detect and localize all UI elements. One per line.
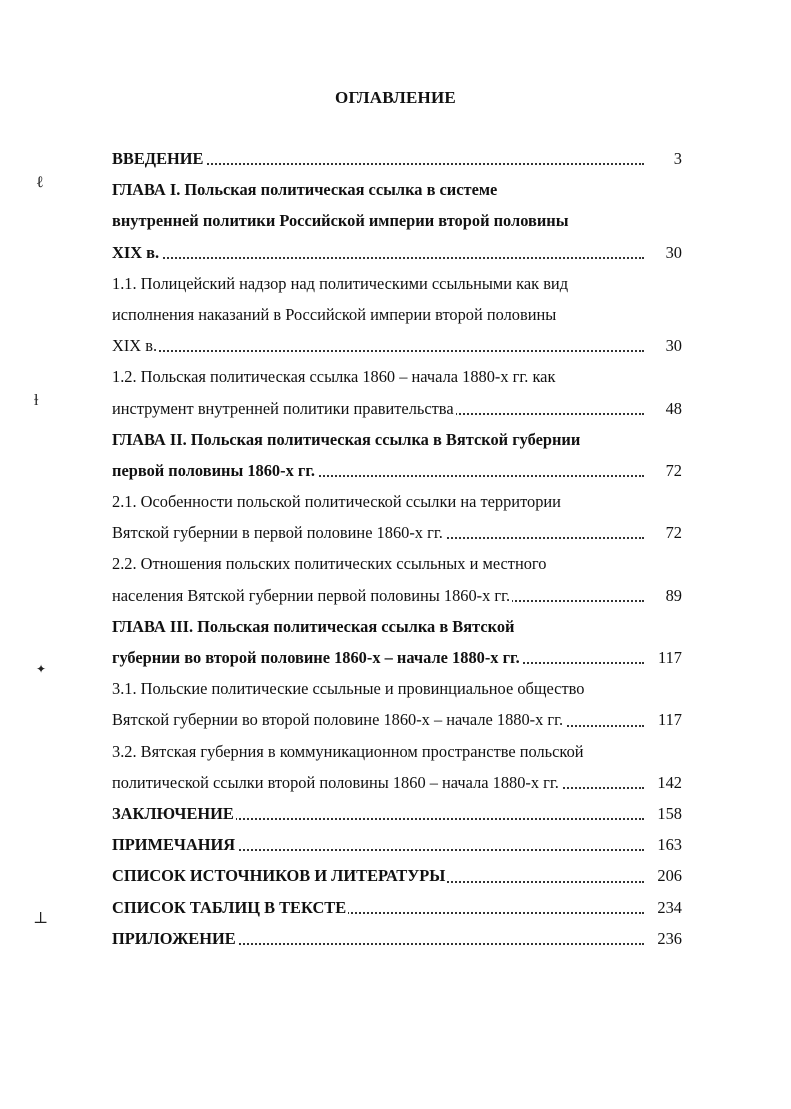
page-number: 158	[657, 798, 682, 829]
toc-entry-text: СПИСОК ТАБЛИЦ В ТЕКСТЕ	[112, 897, 347, 917]
page-number: 48	[666, 393, 682, 424]
toc-entry-line	[112, 736, 690, 767]
page-number: 206	[657, 860, 682, 891]
toc-entry-line	[112, 237, 690, 268]
page-number: 117	[658, 642, 682, 673]
toc-entry-line	[112, 892, 690, 923]
toc-entry-text: 2.2. Отношения польских политических ссыльных и местного	[112, 554, 547, 574]
toc-entry-text: первой половины 1860-х гг.	[112, 460, 316, 480]
toc-entry-text: ГЛАВА III. Польская политическая ссылка в Вятской	[112, 616, 515, 636]
toc-entry-text: Вятской губернии во второй половине 1860-х – начале 1880-х гг.	[112, 710, 564, 730]
page-number: 163	[657, 829, 682, 860]
toc-entry-text: ПРИМЕЧАНИЯ	[112, 835, 236, 855]
toc-entry-line	[112, 548, 690, 579]
toc-entry-text: 1.1. Полицейский надзор над политическими ссыльными как вид	[112, 273, 569, 293]
page-number: 30	[666, 330, 682, 361]
toc-entry-line	[112, 673, 690, 704]
toc-entry-text: ПРИЛОЖЕНИЕ	[112, 928, 236, 948]
toc-entry-line	[112, 829, 690, 860]
toc-entry-text: XIX в.	[112, 336, 158, 356]
toc-entry-text: населения Вятской губернии первой половины 1860-х гг.	[112, 585, 511, 605]
toc-entry-text: 2.1. Особенности польской политической ссылки на территории	[112, 492, 561, 512]
toc-entry-line	[112, 704, 690, 735]
table-of-contents	[112, 143, 690, 954]
page-title: ОГЛАВЛЕНИЕ	[335, 88, 456, 107]
scan-mark: ℓ	[36, 174, 44, 191]
page-number: 236	[657, 923, 682, 954]
toc-entry-line	[112, 393, 690, 424]
toc-entry-line	[112, 268, 690, 299]
toc-entry-text: ВВЕДЕНИЕ	[112, 149, 204, 168]
toc-entry-text: инструмент внутренней политики правительства	[112, 398, 454, 418]
toc-entry-text: 1.2. Польская политическая ссылка 1860 – начала 1880-х гг. как	[112, 367, 556, 387]
toc-entry-line	[112, 299, 690, 330]
toc-entry-text: XIX в.	[112, 242, 160, 262]
toc-entry-line	[112, 517, 690, 548]
scan-mark: ✦	[36, 662, 47, 676]
toc-entry-text: ЗАКЛЮЧЕНИЕ	[112, 803, 234, 823]
toc-entry-line	[112, 860, 690, 891]
toc-entry-line	[112, 205, 690, 236]
toc-entry-text: Вятской губернии в первой половине 1860-х гг.	[112, 523, 443, 543]
toc-entry-text: ГЛАВА II. Польская политическая ссылка в Вятской губернии	[112, 429, 581, 449]
toc-entry-line	[112, 486, 690, 517]
page-number: 72	[666, 455, 682, 486]
toc-entry-line	[112, 143, 690, 174]
toc-entry-text: губернии во второй половине 1860-х – начале 1880-х гг.	[112, 648, 520, 667]
toc-entry-line	[112, 330, 690, 361]
toc-entry-text: внутренней политики Российской империи второй половины	[112, 211, 569, 231]
dot-leader	[112, 350, 644, 352]
page-number: 89	[666, 580, 682, 611]
scan-mark: ⊥	[33, 910, 49, 927]
toc-entry-line	[112, 174, 690, 205]
toc-entry-text: политической ссылки второй половины 1860 – начала 1880-х гг.	[112, 772, 559, 792]
toc-entry-line	[112, 923, 690, 954]
toc-entry-text: ГЛАВА I. Польская политическая ссылка в системе	[112, 180, 498, 200]
toc-entry-line	[112, 798, 690, 829]
page-number: 30	[666, 237, 682, 268]
page-number: 234	[657, 892, 682, 923]
dot-leader	[112, 257, 644, 259]
toc-entry-text: СПИСОК ИСТОЧНИКОВ И ЛИТЕРАТУРЫ	[112, 866, 446, 886]
toc-entry-line	[112, 580, 690, 611]
toc-entry-line	[112, 424, 690, 455]
toc-entry-line	[112, 455, 690, 486]
toc-entry-line	[112, 767, 690, 798]
page-number: 117	[658, 704, 682, 735]
page-number: 72	[666, 517, 682, 548]
page-number: 3	[674, 143, 682, 174]
toc-entry-text: 3.1. Польские политические ссыльные и провинциальное общество	[112, 679, 585, 699]
scan-mark: ɫ	[34, 392, 39, 409]
page-number: 142	[657, 767, 682, 798]
toc-entry-line	[112, 611, 690, 642]
toc-entry-text: 3.2. Вятская губерния в коммуникационном пространстве польской	[112, 741, 584, 761]
toc-entry-text: исполнения наказаний в Российской империи второй половины	[112, 304, 557, 324]
toc-entry-line	[112, 361, 690, 392]
toc-entry-line	[112, 642, 690, 673]
